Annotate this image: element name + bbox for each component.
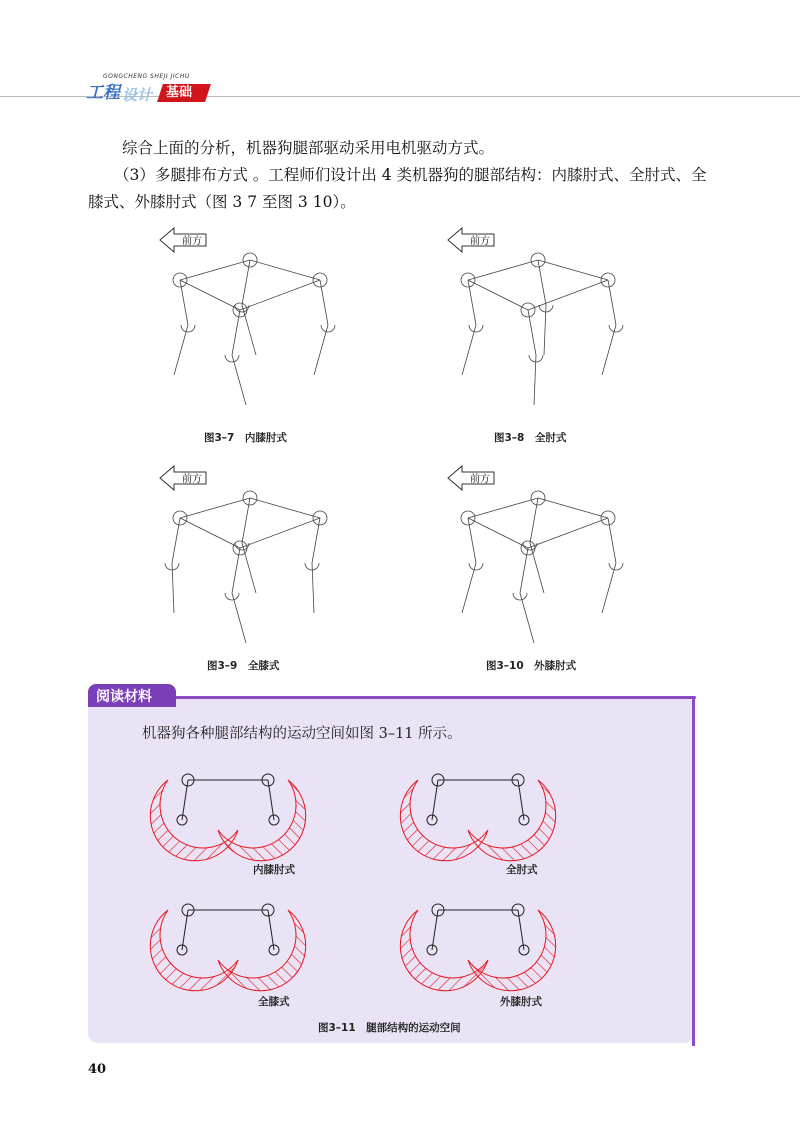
- workspace-diagram: [400, 774, 555, 861]
- page-number: 40: [88, 1062, 107, 1077]
- workspace-diagram: [150, 774, 305, 861]
- reading-intro: 机器狗各种腿部结构的运动空间如图 3–11 所示。: [142, 726, 462, 742]
- workspace-caption: 图3–11 腿部结构的运动空间: [318, 1022, 461, 1034]
- front-arrow-label: 前方: [470, 474, 490, 485]
- panel-border-top: [88, 696, 696, 699]
- workspace-label-1: 内膝肘式: [253, 864, 295, 876]
- workspace-lobe: [400, 780, 488, 861]
- leg-diagram: [150, 458, 350, 678]
- leg-link: [268, 910, 274, 950]
- paragraph-3: 膝式、外膝肘式（图 3 7 至图 3 10）。: [88, 193, 356, 211]
- leg-frame: [173, 253, 335, 405]
- workspace-diagram: [150, 904, 305, 991]
- header-rule: [0, 96, 800, 97]
- workspace-lobe: [218, 780, 306, 861]
- workspace-figure: [88, 740, 694, 1040]
- figure-caption: 图3–9 全膝式: [207, 660, 280, 672]
- leg-diagram: [438, 458, 638, 678]
- figure-caption: 图3–7 内膝肘式: [204, 432, 287, 444]
- workspace-lobe: [150, 780, 238, 861]
- figure-caption: 图3–8 全肘式: [494, 432, 567, 444]
- workspace-lobe: [150, 910, 238, 991]
- leg-link: [182, 910, 188, 950]
- leg-frame: [461, 253, 623, 405]
- leg-diagram: [150, 220, 350, 450]
- paragraph-2: （3）多腿排布方式 。工程师们设计出 4 类机器狗的腿部结构：内膝肘式、全肘式、全: [114, 166, 707, 184]
- paragraph-1: 综合上面的分析，机器狗腿部驱动采用电机驱动方式。: [122, 139, 495, 157]
- front-arrow-label: 前方: [182, 236, 202, 247]
- leg-link: [518, 910, 524, 950]
- leg-link: [268, 780, 274, 820]
- workspace-lobe: [218, 910, 306, 991]
- leg-frame: [165, 491, 327, 643]
- front-arrow-label: 前方: [470, 236, 490, 247]
- reading-tab-label: 阅读材料: [96, 689, 152, 705]
- front-arrow-label: 前方: [182, 474, 202, 485]
- header-title-main: 工程: [86, 83, 120, 103]
- figure-caption: 图3–10 外膝肘式: [486, 660, 577, 672]
- header-title-design: 设计: [122, 86, 153, 104]
- workspace-diagram: [400, 904, 555, 991]
- header-title-base: 基础: [166, 85, 193, 100]
- workspace-label-2: 全肘式: [506, 864, 538, 876]
- figure-3-8: [438, 220, 638, 450]
- workspace-label-4: 外膝肘式: [500, 996, 542, 1008]
- workspace-label-3: 全膝式: [258, 996, 290, 1008]
- leg-frame: [461, 491, 623, 643]
- figure-3-9: [150, 458, 350, 678]
- leg-link: [432, 910, 438, 950]
- figure-3-7: [150, 220, 350, 450]
- leg-link: [432, 780, 438, 820]
- leg-diagram: [438, 220, 638, 450]
- workspace-lobe: [468, 780, 556, 861]
- leg-link: [182, 780, 188, 820]
- workspace-lobe: [468, 910, 556, 991]
- leg-link: [518, 780, 524, 820]
- workspace-lobe: [400, 910, 488, 991]
- header-pinyin: GONGCHENG SHEJI JICHU: [103, 73, 190, 80]
- figure-3-10: [438, 458, 638, 678]
